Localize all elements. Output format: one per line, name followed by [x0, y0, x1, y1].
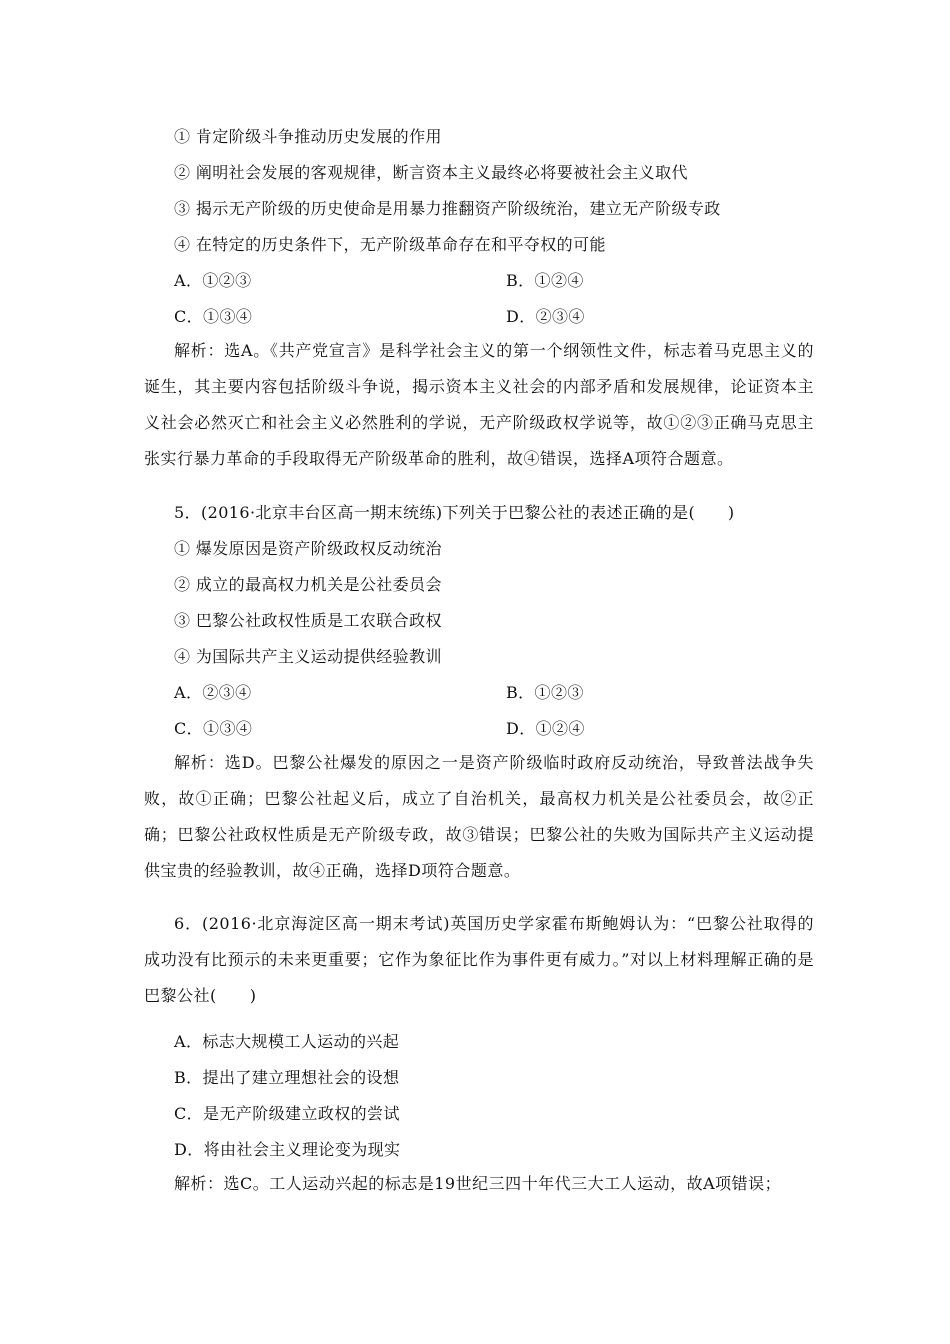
q4-option-a: A．①②③: [174, 271, 252, 290]
q4-item-1: ① 肯定阶级斗争推动历史发展的作用: [174, 127, 442, 146]
q4-item-4: ④ 在特定的历史条件下，无产阶级革命存在和平夺权的可能: [174, 235, 606, 254]
q4-item-2: ② 阐明社会发展的客观规律，断言资本主义最终必将要被社会主义取代: [174, 163, 688, 182]
q4-item-3: ③ 揭示无产阶级的历史使命是用暴力推翻资产阶级统治，建立无产阶级专政: [174, 199, 721, 218]
q6-option-c: C．是无产阶级建立政权的尝试: [174, 1104, 400, 1123]
q5-stem: 5．(2016·北京丰台区高一期末统练)下列关于巴黎公社的表述正确的是( ): [174, 503, 735, 522]
q6-option-b: B．提出了建立理想社会的设想: [174, 1068, 400, 1087]
q4-analysis: 解析：选A。《共产党宣言》是科学社会主义的第一个纲领性文件，标志着马克思主义的诞生，其主要内容包括阶级斗争说，揭示资本主义社会的内部矛盾和发展规律，论证资本主义社会必然灭亡和社会主义必然胜利的学说，无产阶级政权学说等，故①②③正确马克思主张实行暴力革命的手段取得无产阶级革命的胜利，故④错误，选择A项符合题意。: [144, 341, 814, 468]
q5-item-3: ③ 巴黎公社政权性质是工农联合政权: [174, 611, 442, 630]
q6-stem: 6．(2016·北京海淀区高一期末考试)英国历史学家霍布斯鲍姆认为：“巴黎公社取得的成功没有比预示的未来更重要；它作为象征比作为事件更有威力。”对以上材料理解正确的是巴黎公社( ): [144, 914, 814, 1005]
q5-analysis: 解析：选D。巴黎公社爆发的原因之一是资产阶级临时政府反动统治，导致普法战争失败，故①正确；巴黎公社起义后，成立了自治机关，最高权力机关是公社委员会，故②正确；巴黎公社政权性质是无产阶级专政，故③错误；巴黎公社的失败为国际共产主义运动提供宝贵的经验教训，故④正确，选择D项符合题意。: [144, 753, 814, 880]
q5-item-2: ② 成立的最高权力机关是公社委员会: [174, 575, 442, 594]
q5-option-d: D．①②④: [506, 719, 585, 738]
q6-option-d: D．将由社会主义理论变为现实: [174, 1140, 401, 1159]
q4-option-c: C．①③④: [174, 307, 253, 326]
q4-option-b: B．①②④: [506, 271, 584, 290]
q6-option-a: A．标志大规模工人运动的兴起: [174, 1032, 400, 1051]
q5-option-c: C．①③④: [174, 719, 253, 738]
q5-option-a: A．②③④: [174, 683, 252, 702]
q5-option-b: B．①②③: [506, 683, 584, 702]
q4-option-d: D．②③④: [506, 307, 585, 326]
q6-analysis: 解析：选C。工人运动兴起的标志是19世纪三四十年代三大工人运动，故A项错误；: [174, 1174, 782, 1193]
q5-item-4: ④ 为国际共产主义运动提供经验教训: [174, 647, 442, 666]
q5-item-1: ① 爆发原因是资产阶级政权反动统治: [174, 539, 442, 558]
